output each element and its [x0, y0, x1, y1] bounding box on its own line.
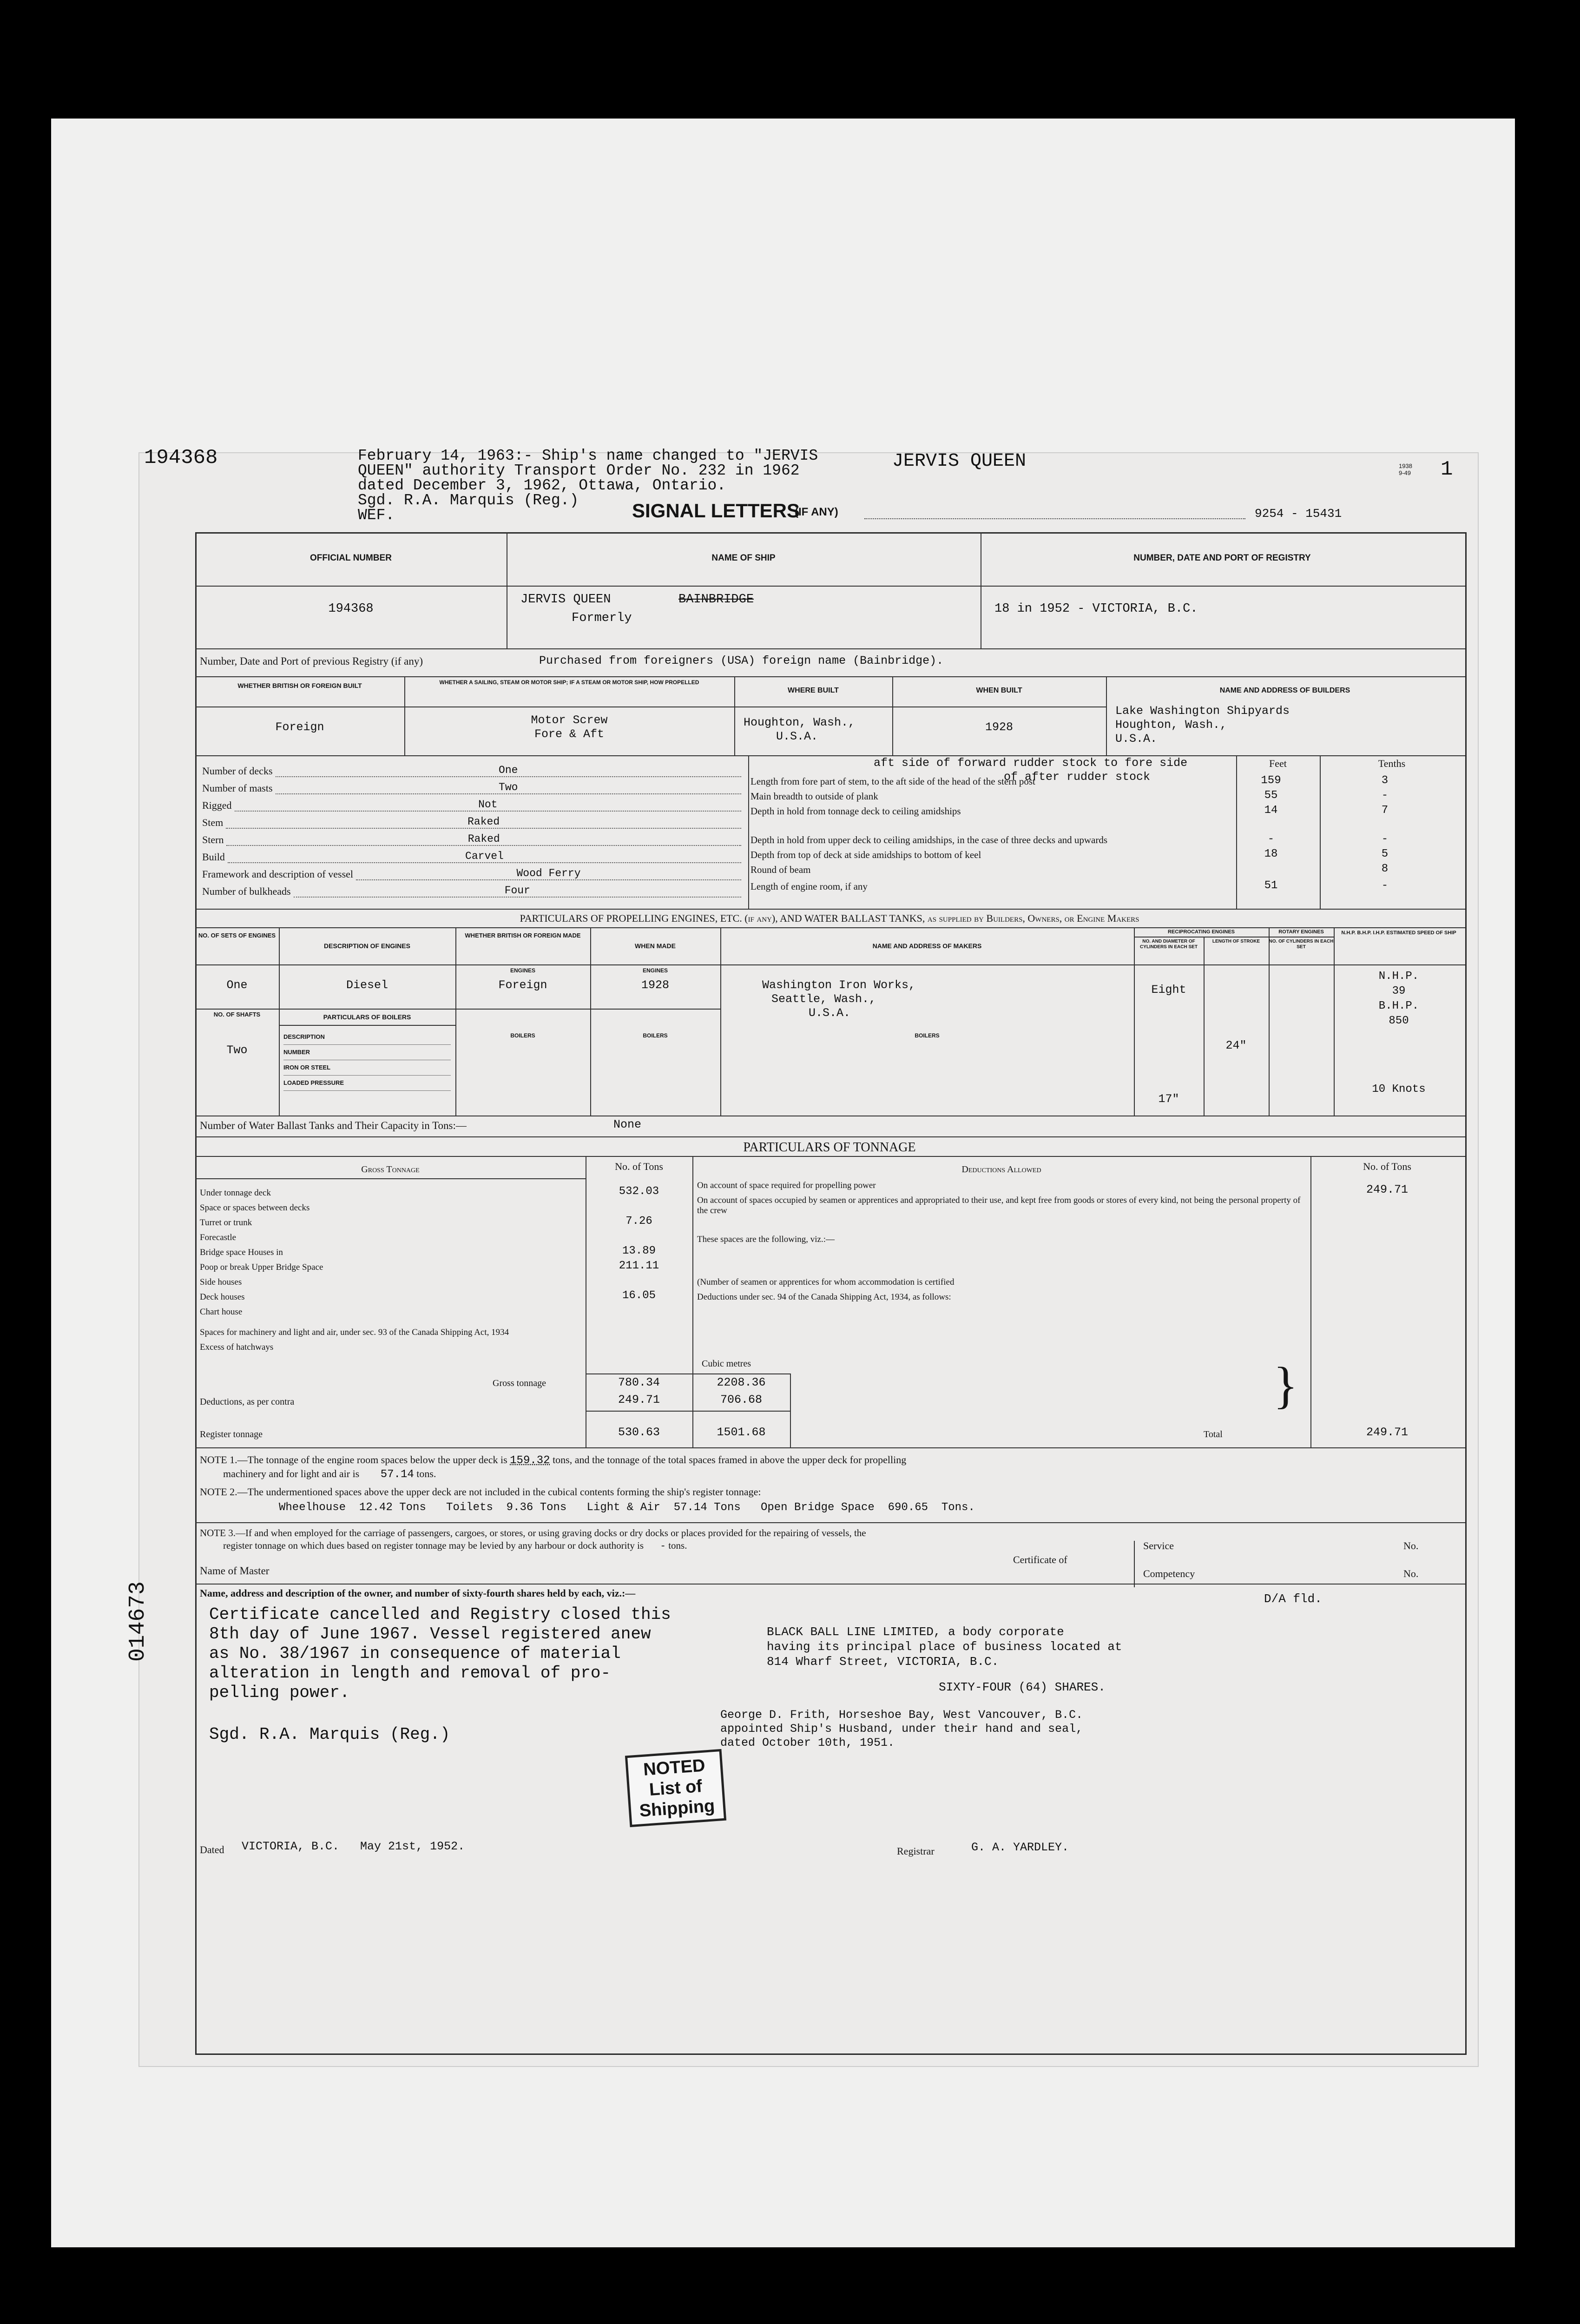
header-official-number: OFFICIAL NUMBER [310, 553, 392, 563]
dated-value: VICTORIA, B.C. May 21st, 1952. [242, 1840, 465, 1853]
engine-cylinder-diameter: 17" [1158, 1092, 1179, 1106]
gross-row [200, 1242, 692, 1257]
owners-fld: D/A fld. [1264, 1592, 1322, 1606]
master-label: Name of Master [200, 1565, 270, 1577]
header-feet: Feet [1269, 758, 1287, 769]
header-makers: NAME AND ADDRESS OF MAKERS [872, 942, 982, 950]
gross-row [200, 1337, 692, 1352]
header-stroke: LENGTH OF STROKE [1212, 939, 1260, 944]
particular-label: Stem [202, 817, 224, 828]
header-cylinders: NO. AND DIAMETER OF CYLINDERS IN EACH SET [1140, 939, 1198, 950]
registrar-value: G. A. YARDLEY. [971, 1841, 1069, 1854]
propulsion: Motor Screw Fore & Aft [531, 713, 608, 741]
when-sub-label: ENGINES [642, 967, 668, 974]
register-cubic: 1501.68 [717, 1426, 766, 1439]
header-british-made: WHETHER BRITISH OR FOREIGN MADE [465, 932, 581, 939]
boiler-fields [283, 1030, 451, 1091]
particular-value: Raked [226, 816, 741, 829]
particular-row [202, 846, 741, 863]
dated-label: Dated [200, 1844, 224, 1855]
particular-value: Four [294, 885, 741, 898]
register-label: Register tonnage [200, 1429, 263, 1439]
boiler-field: NUMBER [283, 1045, 451, 1060]
particulars-list [202, 760, 741, 898]
side-number: 014673 [125, 1581, 151, 1662]
particular-value: Raked [226, 833, 741, 846]
header-builders: NAME AND ADDRESS OF BUILDERS [1219, 687, 1350, 694]
engine-sets: One [226, 978, 248, 992]
particular-label: Rigged [202, 799, 232, 811]
gross-row-value: 16.05 [622, 1289, 656, 1302]
header-tenths: Tenths [1378, 758, 1406, 769]
previous-registry: Purchased from foreigners (USA) foreign name (Bainbridge). [539, 654, 944, 667]
note-3: NOTE 3.—If and when employed for the carriage of passengers, cargoes, or stores, or using graving docks or dry docks or places provided for the repairing of vessels, the register tonnage on which dues based on register tonnage may be levied by any harbour or dock authority is - tons. [200, 1527, 866, 1552]
particular-row [202, 880, 741, 898]
dimensions-list [750, 769, 1462, 892]
dimension-row [750, 802, 1462, 817]
competency-label: Competency [1143, 1568, 1195, 1579]
registry-form [125, 446, 1478, 2066]
dimension-row [750, 860, 1462, 875]
engines-sub-label: ENGINES [510, 967, 535, 974]
header-when-built: WHEN BUILT [976, 687, 1022, 694]
shafts: Two [226, 1043, 248, 1057]
dimension-tenths: 3 [1381, 774, 1389, 787]
header-deductions: Deductions Allowed [961, 1164, 1041, 1175]
gross-row-label: Deck houses [200, 1292, 245, 1302]
particular-label: Stern [202, 834, 224, 845]
signal-letters-if-any: (IF ANY) [795, 506, 838, 518]
note-1: NOTE 1.—The tonnage of the engine room spaces below the upper deck is 159.32 tons, and the tonnage of the total spaces framed in above the upper deck for propelling machinery and for light and air is 57.14 tons. [200, 1454, 907, 1481]
cubic-metres-label: Cubic metres [702, 1359, 751, 1369]
gross-cubic: 2208.36 [717, 1376, 766, 1389]
gross-row-label: Side houses [200, 1277, 242, 1287]
dimension-label: Depth in hold from tonnage deck to ceiling amidships [750, 805, 961, 817]
registry-number: 18 in 1952 - VICTORIA, B.C. [994, 602, 1198, 616]
header-reciprocating: RECIPROCATING ENGINES [1167, 929, 1235, 935]
total-label: Total [1204, 1429, 1223, 1439]
dimension-tenths: - [1381, 879, 1389, 892]
gross-row-value: 13.89 [622, 1245, 656, 1257]
signal-letters-line [864, 518, 1245, 520]
previous-registry-label: Number, Date and Port of previous Registry (if any) [200, 655, 423, 667]
owner-details: BLACK BALL LINE LIMITED, a body corporate having its principal place of business located at 814 Wharf Street, VICTORIA, B.C. [767, 1625, 1122, 1669]
particular-value: Two [276, 781, 741, 794]
particular-row [202, 829, 741, 846]
engines-title: PARTICULARS OF PROPELLING ENGINES, ETC. (if any), AND WATER BALLAST TANKS, as supplied by Builders, Owners, or Engine Makers [520, 912, 1139, 924]
boilers-when-sub-label: BOILERS [643, 1032, 668, 1039]
particular-label: Build [202, 851, 225, 863]
header-rotary-cylinders: NO. OF CYLINDERS IN EACH SET [1269, 939, 1334, 950]
signal-letters-label: SIGNAL LETTERS [632, 500, 800, 522]
header-registry: NUMBER, DATE AND PORT OF REGISTRY [1133, 553, 1311, 563]
deduction-line: These spaces are the following, viz.:— [697, 1235, 835, 1244]
tonnage-title: PARTICULARS OF TONNAGE [743, 1140, 916, 1155]
gross-row-value: 7.26 [625, 1215, 652, 1228]
gross-row-label: Under tonnage deck [200, 1188, 271, 1198]
header-where-built: WHERE BUILT [788, 687, 839, 694]
former-label: Formerly [572, 611, 632, 625]
gross-row [200, 1272, 692, 1287]
boilers-sub-label: BOILERS [510, 1032, 535, 1039]
particular-value: Carvel [228, 850, 741, 863]
dimension-row [750, 769, 1462, 787]
gross-row [200, 1213, 692, 1228]
engine-makers: Washington Iron Works, Seattle, Wash., U.S.A. [762, 978, 916, 1020]
particular-row [202, 760, 741, 777]
dimension-tenths: 5 [1381, 848, 1389, 860]
deduction-line: On account of spaces occupied by seamen or apprentices and appropriated to their use, and kept free from goods or stores of every kind, not being the personal property of the crew [697, 1195, 1301, 1215]
header-tons: No. of Tons [615, 1161, 663, 1172]
dimension-tenths: - [1381, 789, 1389, 802]
particular-row [202, 794, 741, 812]
noted-stamp: NOTED List of Shipping [625, 1749, 726, 1827]
dimension-label: Length from fore part of stem, to the aft side of the head of the stern post [750, 776, 1035, 787]
ballast-label: Number of Water Ballast Tanks and Their Capacity in Tons:— [200, 1120, 467, 1131]
when-built: 1928 [985, 720, 1013, 734]
dimension-row [750, 787, 1462, 802]
certificate-of-label: Certificate of [1013, 1554, 1067, 1565]
engine-when-made: 1928 [641, 978, 669, 992]
gross-row [200, 1198, 692, 1213]
dimension-label: Depth in hold from upper deck to ceiling amidships, in the case of three decks and upwards [750, 834, 1108, 845]
particular-value: Wood Ferry [356, 867, 741, 880]
particular-row [202, 812, 741, 829]
dimension-feet: 55 [1264, 789, 1278, 802]
gross-row [200, 1228, 692, 1242]
former-name: BAINBRIDGE [678, 593, 754, 607]
ship-name-top: JERVIS QUEEN [892, 451, 1027, 472]
header-rotary: ROTARY ENGINES [1278, 929, 1324, 935]
file-number: 194368 [144, 446, 218, 469]
dimension-tenths: 7 [1381, 804, 1389, 817]
dimension-feet: 14 [1264, 804, 1278, 817]
deduction-line: Deductions under sec. 94 of the Canada Shipping Act, 1934, as follows: [697, 1292, 951, 1302]
length-typed-2: of after rudder stock [1004, 770, 1151, 784]
engine-british-made: Foreign [498, 978, 547, 992]
gross-row-label: Poop or break Upper Bridge Space [200, 1262, 323, 1272]
dimension-label: Length of engine room, if any [750, 881, 868, 892]
owners-label: Name, address and description of the owner, and number of sixty-fourth shares held by each, viz.:— [200, 1587, 636, 1599]
deductions-label: Deductions, as per contra [200, 1397, 295, 1407]
particular-row [202, 863, 741, 880]
deductions-cubic: 706.68 [720, 1393, 762, 1406]
gross-row-label: Chart house [200, 1307, 243, 1317]
particular-label: Framework and description of vessel [202, 868, 354, 880]
engine-power: N.H.P. 39 B.H.P. 850 [1378, 970, 1419, 1027]
particular-value: One [276, 764, 741, 777]
where-built: Houghton, Wash., U.S.A. [744, 716, 856, 743]
engine-cylinders: Eight [1151, 983, 1186, 997]
form-number: 9254 - 15431 [1255, 507, 1342, 521]
gross-row [200, 1183, 692, 1198]
gross-row-label: Forecastle [200, 1233, 237, 1242]
note-2: NOTE 2.—The undermentioned spaces above the upper deck are not included in the cubical contents forming the ship's register tonnage: [200, 1486, 761, 1498]
header-power: N.H.P. B.H.P. I.H.P. ESTIMATED SPEED OF SHIP [1341, 930, 1456, 936]
gross-row-value: 532.03 [619, 1185, 659, 1198]
gross-row [200, 1317, 692, 1337]
service-label: Service [1143, 1540, 1174, 1552]
note-2-values: Wheelhouse 12.42 Tons Toilets 9.36 Tons Light & Air 57.14 Tons Open Bridge Space 690.65 Tons. [279, 1501, 975, 1514]
header-sets: NO. OF SETS OF ENGINES [198, 932, 276, 939]
particular-value: Not [235, 799, 741, 812]
builders: Lake Washington Shipyards Houghton, Wash., U.S.A. [1115, 704, 1290, 746]
particular-label: Number of bulkheads [202, 885, 291, 897]
boiler-field: LOADED PRESSURE [283, 1076, 451, 1091]
particular-label: Number of decks [202, 765, 273, 777]
header-sailing: WHETHER A SAILING, STEAM OR MOTOR SHIP; IF A STEAM OR MOTOR SHIP, HOW PROPELLED [439, 679, 699, 686]
dimension-feet: - [1267, 833, 1275, 845]
name-change-annotation: February 14, 1963:- Ship's name changed to "JERVIS QUEEN" authority Transport Order No. 232 in 1962 dated December 3, 1962, Ottawa, Ontario. Sgd. R.A. Marquis (Reg.) WEF. [358, 447, 818, 524]
dimension-row [750, 817, 1462, 845]
header-shafts: NO. OF SHAFTS [213, 1011, 261, 1018]
deduction-tons: 249.71 [1366, 1183, 1408, 1196]
gross-row-value: 211.11 [619, 1260, 659, 1272]
engine-description: Diesel [346, 978, 388, 992]
scanned-page [51, 119, 1515, 2247]
deduction-line: (Number of seamen or apprentices for whom accommodation is certified [697, 1277, 955, 1287]
boilers-makers-sub-label: BOILERS [915, 1032, 940, 1039]
gross-tonnage-rows [200, 1183, 692, 1352]
gross-tons: 780.34 [618, 1376, 660, 1389]
competency-no-label: No. [1403, 1568, 1419, 1579]
header-boilers: PARTICULARS OF BOILERS [323, 1013, 411, 1021]
dimension-tenths: 8 [1381, 863, 1389, 875]
ballast-value: None [613, 1118, 642, 1131]
gross-row-label: Turret or trunk [200, 1218, 252, 1228]
service-no-label: No. [1403, 1540, 1419, 1552]
gross-row [200, 1257, 692, 1272]
form-code: 1938 9-49 [1399, 462, 1412, 476]
ship-name: JERVIS QUEEN [520, 593, 611, 607]
dimension-feet: 159 [1261, 774, 1281, 787]
british-built: Foreign [275, 720, 324, 734]
total-tons: 249.71 [1366, 1426, 1408, 1439]
shares: SIXTY-FOUR (64) SHARES. [939, 1680, 1106, 1694]
gross-row [200, 1302, 692, 1317]
header-tons-right: No. of Tons [1363, 1161, 1411, 1172]
page-number: 1 [1441, 458, 1453, 481]
dimension-row [750, 845, 1462, 860]
header-name-of-ship: NAME OF SHIP [711, 553, 776, 563]
dimension-label: Depth from top of deck at side amidships to bottom of keel [750, 849, 981, 860]
dimension-row [750, 875, 1462, 892]
registrar-label: Registrar [897, 1845, 935, 1857]
boiler-field: IRON OR STEEL [283, 1060, 451, 1076]
deductions-tons: 249.71 [618, 1393, 660, 1406]
dimension-feet: 51 [1264, 879, 1278, 892]
dimension-tenths: - [1381, 833, 1389, 845]
deduction-line: On account of space required for propelling power [697, 1181, 876, 1190]
particular-row [202, 777, 741, 794]
deduction-lines [697, 1181, 1301, 1302]
header-description: DESCRIPTION OF ENGINES [324, 942, 410, 950]
register-tons: 530.63 [618, 1426, 660, 1439]
dimension-feet: 18 [1264, 848, 1278, 860]
engine-speed: 10 Knots [1372, 1083, 1426, 1096]
cancellation-note: Certificate cancelled and Registry closed this 8th day of June 1967. Vessel registered anew as No. 38/1967 in consequence of material alteration in length and removal of pro- pelling power. Sgd. R.A. Marquis (Reg.) [209, 1605, 671, 1744]
ship-husband: George D. Frith, Horseshoe Bay, West Vancouver, B.C. appointed Ship's Husband, under their hand and seal, dated October 10th, 1951. [720, 1708, 1083, 1750]
gross-row [200, 1287, 692, 1302]
header-british: WHETHER BRITISH OR FOREIGN BUILT [237, 682, 362, 689]
brace: } [1273, 1357, 1298, 1413]
dimension-label: Main breadth to outside of plank [750, 791, 878, 802]
official-number: 194368 [328, 602, 374, 616]
gross-row-label: Space or spaces between decks [200, 1203, 310, 1213]
length-typed: aft side of forward rudder stock to fore side [874, 756, 1188, 770]
particular-label: Number of masts [202, 782, 273, 794]
engine-stroke: 24" [1225, 1039, 1247, 1052]
gross-row-label: Bridge space Houses in [200, 1248, 283, 1257]
header-when-made: WHEN MADE [635, 942, 676, 950]
gross-row-label: Spaces for machinery and light and air, under sec. 93 of the Canada Shipping Act, 1934 [200, 1327, 509, 1337]
dimension-label: Round of beam [750, 864, 811, 875]
boiler-field: DESCRIPTION [283, 1030, 451, 1045]
gross-label: Gross tonnage [493, 1378, 546, 1388]
gross-row-label: Excess of hatchways [200, 1342, 274, 1352]
header-gross: Gross Tonnage [361, 1164, 420, 1175]
